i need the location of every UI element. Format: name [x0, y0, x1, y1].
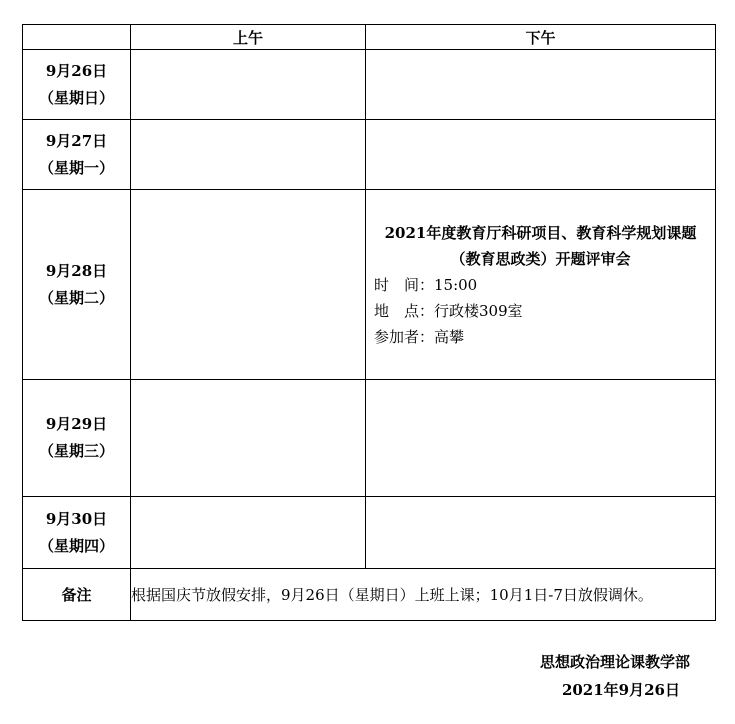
day-date: 9月26日: [45, 61, 108, 80]
header-row: [23, 25, 716, 50]
afternoon-cell: [366, 380, 716, 497]
day-weekday: （星期四）: [38, 536, 114, 555]
morning-cell: [131, 120, 366, 190]
day-weekday: （星期日）: [38, 88, 114, 107]
day-cell: [23, 50, 131, 120]
day-weekday: （星期一）: [38, 158, 114, 177]
morning-cell: [131, 50, 366, 120]
event-block: [366, 220, 715, 350]
day-cell: [23, 380, 131, 497]
day-cell: [23, 120, 131, 190]
day-date: 9月29日: [45, 415, 108, 433]
afternoon-cell: [366, 190, 716, 380]
table-row: [23, 190, 716, 380]
header-afternoon: 下午: [366, 25, 716, 50]
footer-date: 2021年9月26日: [561, 681, 680, 699]
morning-cell: [131, 380, 366, 497]
day-date: 9月27日: [45, 131, 108, 150]
afternoon-cell: [366, 497, 716, 569]
day-date: 9月28日: [45, 261, 108, 280]
morning-cell: [131, 190, 366, 380]
table-row: [23, 120, 716, 190]
event-attendees: 参加者：高攀: [374, 327, 465, 346]
table-row: [23, 50, 716, 120]
afternoon-cell: [366, 50, 716, 120]
day-cell: [23, 497, 131, 569]
table-row: [23, 380, 716, 497]
event-place: 地 点：行政楼309室: [374, 301, 523, 320]
afternoon-cell: [366, 120, 716, 190]
event-title: 2021年度教育厅科研项目、教育科学规划课题（教育思政类）开题评审会: [384, 223, 697, 268]
footer-department: 思想政治理论课教学部: [539, 653, 690, 671]
table-row: [23, 497, 716, 569]
day-weekday: （星期二）: [38, 288, 114, 307]
note-label: 备注: [23, 569, 131, 621]
event-time: 时 间：15:00: [374, 275, 478, 294]
day-date: 9月30日: [45, 509, 108, 528]
note-row: [23, 569, 716, 621]
day-cell: [23, 190, 131, 380]
morning-cell: [131, 497, 366, 569]
day-weekday: （星期三）: [38, 442, 114, 460]
note-text: 根据国庆节放假安排，9月26日（星期日）上班上课；10月1日-7日放假调休。: [131, 569, 716, 621]
schedule-table: [22, 24, 716, 621]
header-morning: 上午: [131, 25, 366, 50]
header-blank: [23, 25, 131, 50]
